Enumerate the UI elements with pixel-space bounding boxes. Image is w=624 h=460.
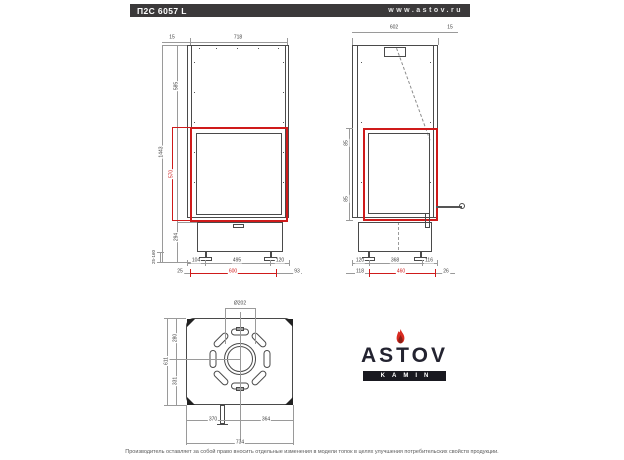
brand-wordmark: ASTOV — [361, 344, 448, 367]
dim-label: 294 — [173, 232, 180, 242]
side-glass-outline — [368, 133, 430, 214]
dim-line — [225, 308, 255, 309]
dim-line — [157, 262, 164, 263]
dim-label: 15 — [447, 24, 453, 31]
dim-line — [225, 308, 226, 344]
dim-label: 120 — [355, 257, 365, 264]
dim-line — [352, 38, 353, 45]
dim-label: 600 — [228, 268, 238, 275]
brand-subtitle-bar — [363, 371, 446, 381]
dim-line — [352, 32, 438, 33]
dim-line — [346, 220, 353, 221]
dim-line — [346, 128, 353, 129]
dim-line — [287, 38, 288, 45]
dim-line — [438, 32, 458, 33]
dim-label: 85 — [343, 196, 350, 202]
front-glass-outline — [196, 133, 282, 215]
dim-label: 570 — [168, 169, 175, 179]
dim-label: 364 — [261, 416, 271, 423]
dim-label: 93 — [294, 268, 300, 275]
bottom-stub — [220, 405, 225, 424]
title-bar — [130, 4, 470, 17]
dim-label: 25 — [177, 268, 183, 275]
line — [357, 45, 358, 218]
side-pedestal — [358, 222, 432, 252]
dim-line — [293, 405, 294, 445]
dim-label: Ø202 — [233, 300, 247, 307]
dim-line — [164, 318, 186, 319]
dim-label: 495 — [232, 257, 242, 264]
dim-label: 85 — [343, 140, 350, 146]
brand-subtitle: KAMIN — [380, 373, 436, 379]
dim-label: 611 — [163, 357, 170, 365]
dim-label: 104 — [191, 257, 201, 264]
dim-label: 116 — [425, 257, 433, 264]
dim-label: 118 — [356, 268, 364, 275]
dim-line — [255, 308, 256, 344]
website-text: www.astov.ru — [388, 7, 463, 14]
dim-line — [172, 220, 190, 221]
dim-line — [157, 252, 164, 253]
dim-line — [276, 269, 277, 277]
dim-label: 280 — [172, 333, 179, 343]
disclaimer-text: Производитель оставляет за собой право вносить отдельные изменения в модели топок в целях улучшения потребительских свойств продукции. — [125, 449, 499, 455]
dim-line — [164, 405, 186, 406]
dim-line — [437, 260, 438, 266]
dim-label: 370 — [208, 416, 218, 423]
dim-line — [438, 38, 439, 45]
centerline — [240, 312, 241, 443]
dim-label: 26 — [443, 268, 449, 275]
dim-line — [186, 405, 187, 445]
dim-label: 120 — [275, 257, 285, 264]
dim-line — [270, 260, 271, 266]
dim-line — [422, 260, 423, 266]
dim-line — [190, 269, 191, 277]
dim-label: 602 — [389, 24, 399, 31]
dim-label: 460 — [396, 268, 406, 275]
handle-knob — [459, 203, 465, 209]
dim-line — [289, 260, 290, 266]
flue-collar-section — [384, 47, 406, 57]
dim-line — [162, 42, 190, 43]
dim-line — [190, 38, 191, 45]
dim-label: 718 — [233, 34, 243, 41]
front-vent — [233, 224, 244, 228]
dim-line — [162, 45, 187, 46]
dim-line — [369, 260, 370, 266]
ash-drawer — [425, 213, 430, 228]
dim-line — [435, 269, 436, 277]
convection-slot — [264, 350, 271, 368]
dim-label: 15 — [169, 34, 175, 41]
line — [217, 424, 228, 425]
dim-line — [190, 42, 288, 43]
dim-line — [369, 269, 370, 277]
dim-line — [205, 260, 206, 266]
dim-line — [187, 260, 188, 266]
dim-line — [177, 222, 197, 223]
dim-line — [352, 260, 353, 266]
dim-line — [172, 127, 190, 128]
dim-label: 25-160 — [150, 249, 156, 265]
model-title: П2С 6057 L — [137, 5, 187, 16]
dim-label: 734 — [235, 439, 245, 446]
dim-label: 368 — [390, 257, 400, 264]
dim-line — [160, 252, 161, 262]
dim-label: 1443 — [158, 146, 165, 158]
screw-dots — [0, 0, 1, 1]
dim-label: 585 — [173, 81, 180, 91]
dim-label: 331 — [172, 376, 179, 386]
